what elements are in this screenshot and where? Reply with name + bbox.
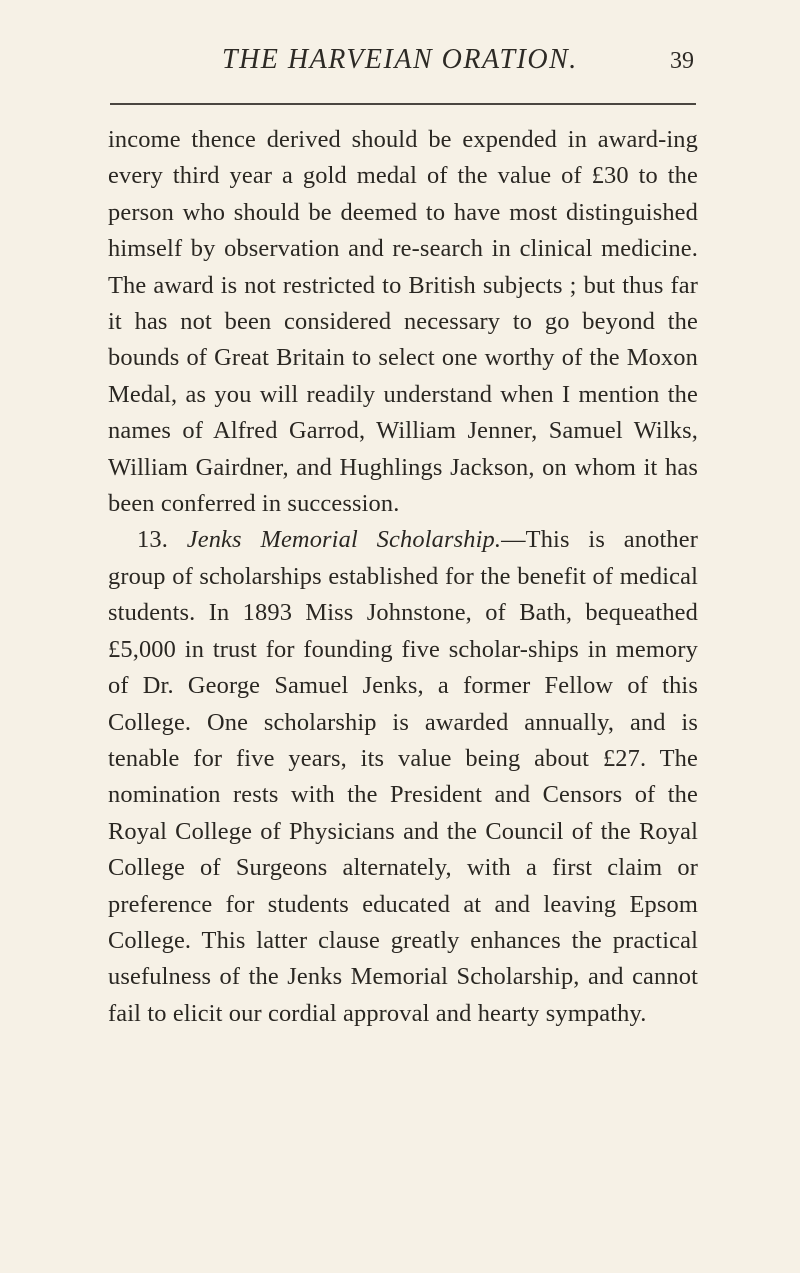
section-heading: Jenks Memorial Scholarship. xyxy=(186,526,502,554)
running-title: THE HARVEIAN ORATION. xyxy=(222,44,578,75)
paragraph-two-text: —This is another group of scholarships established for the benefit of medical students. In 1893 Miss Johnstone, of Bath, bequeathed £5,000 in trust for founding five scholar-ships in memory of Dr. George Samuel Jenks, a former Fellow of this College. One scholarship is awarded annually, and is tenable for five years, its value being about £27. The nomination rests with the President and Censors of the Royal College of Physicians and the Council of the Royal College of Surgeons alternately, with a first claim or preference for students educated at and leaving Epsom College. This latter clause greatly enhances the practical usefulness of the Jenks Memorial Scholarship, and cannot fail to elicit our cordial approval and hearty sympathy. xyxy=(108,526,698,1027)
paragraph-one: income thence derived should be expended in award-ing every third year a gold medal of the value of £30 to the person who should be deemed to have most distinguished himself by observation and re-search in clinical medicine. The award is not restricted to British subjects ; but thus far it has not been considered necessary to go beyond the bounds of Great Britain to select one worthy of the Moxon Medal, as you will readily understand when I mention the names of Alfred Garrod, William Jenner, Samuel Wilks, William Gairdner, and Hughlings Jackson, on whom it has been conferred in succession. xyxy=(108,126,698,518)
page-number: 39 xyxy=(670,48,694,74)
section-number: 13. xyxy=(137,526,168,554)
paragraph-two xyxy=(108,522,698,1032)
body-text xyxy=(108,122,698,1032)
header-rule xyxy=(110,103,696,105)
running-header xyxy=(0,44,800,84)
